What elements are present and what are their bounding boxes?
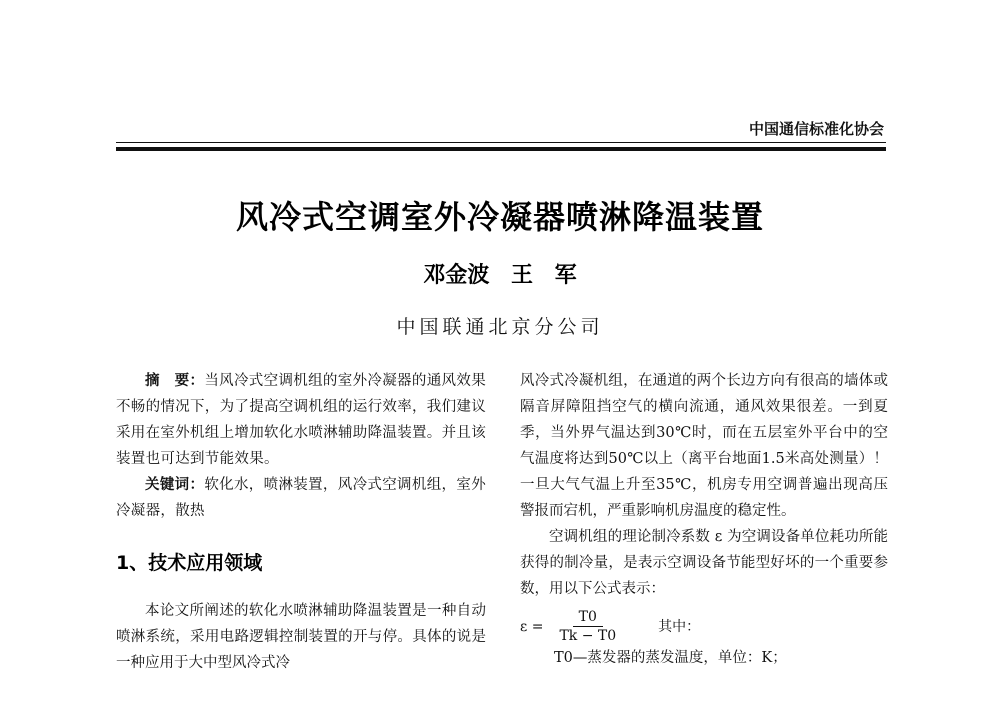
- formula-lhs: ε =: [520, 618, 544, 635]
- formula-where: 其中：: [658, 618, 701, 635]
- paper-affiliation: 中国联通北京分公司: [396, 316, 604, 338]
- abstract: [116, 368, 486, 472]
- formula-definition-t0: T0—蒸发器的蒸发温度，单位：K；: [554, 650, 787, 666]
- formula-denominator: Tk − T0: [559, 628, 617, 644]
- section-heading: 1、技术应用领域: [116, 552, 263, 574]
- cop-formula: [520, 608, 888, 645]
- header-organization: 中国通信标准化协会: [748, 120, 884, 138]
- right-column: [520, 368, 888, 671]
- formula-numerator: T0: [573, 608, 603, 627]
- keywords: [116, 472, 486, 524]
- section-1-paragraph: 本论文所阐述的软化水喷淋辅助降温装置是一种自动喷淋系统，采用电路逻辑控制装置的开与停。具体的说是一种应用于大中型风冷式冷: [116, 603, 486, 671]
- right-paragraph-1: 风冷式冷凝机组，在通道的两个长边方向有很高的墙体或隔音屏障阻挡空气的横向流通，通风效果很差。一到夏季，当外界气温达到30℃时，而在五层室外平台中的空气温度将达到50℃以上（离平台地面1.5米高处测量）！一旦大气气温上升至35℃，机房专用空调普遍出现高压警报而宕机，严重影响机房温度的稳定性。: [520, 373, 888, 519]
- abstract-text: 当风冷式空调机组的室外冷凝器的通风效果不畅的情况下，为了提高空调机组的运行效率，我们建议采用在室外机组上增加软化水喷淋辅助降温装置。并且该装置也可达到节能效果。: [116, 373, 486, 467]
- keywords-text: 软化水，喷淋装置，风冷式空调机组，室外冷凝器，散热: [116, 477, 486, 519]
- header-rule-thin: [116, 142, 886, 143]
- abstract-label: 摘 要：: [145, 373, 205, 389]
- paper-authors: 邓金波 王 军: [423, 262, 577, 288]
- keywords-label: 关键词：: [145, 477, 205, 493]
- right-paragraph-2: 空调机组的理论制冷系数 ε 为空调设备单位耗功所能获得的制冷量，是表示空调设备节能型好坏的一个重要参数，用以下公式表示：: [520, 529, 888, 597]
- header-rule-thick: [116, 147, 886, 151]
- formula-fraction: [553, 608, 622, 645]
- paper-title: 风冷式空调室外冷凝器喷淋降温装置: [235, 198, 764, 236]
- left-column: [116, 368, 486, 676]
